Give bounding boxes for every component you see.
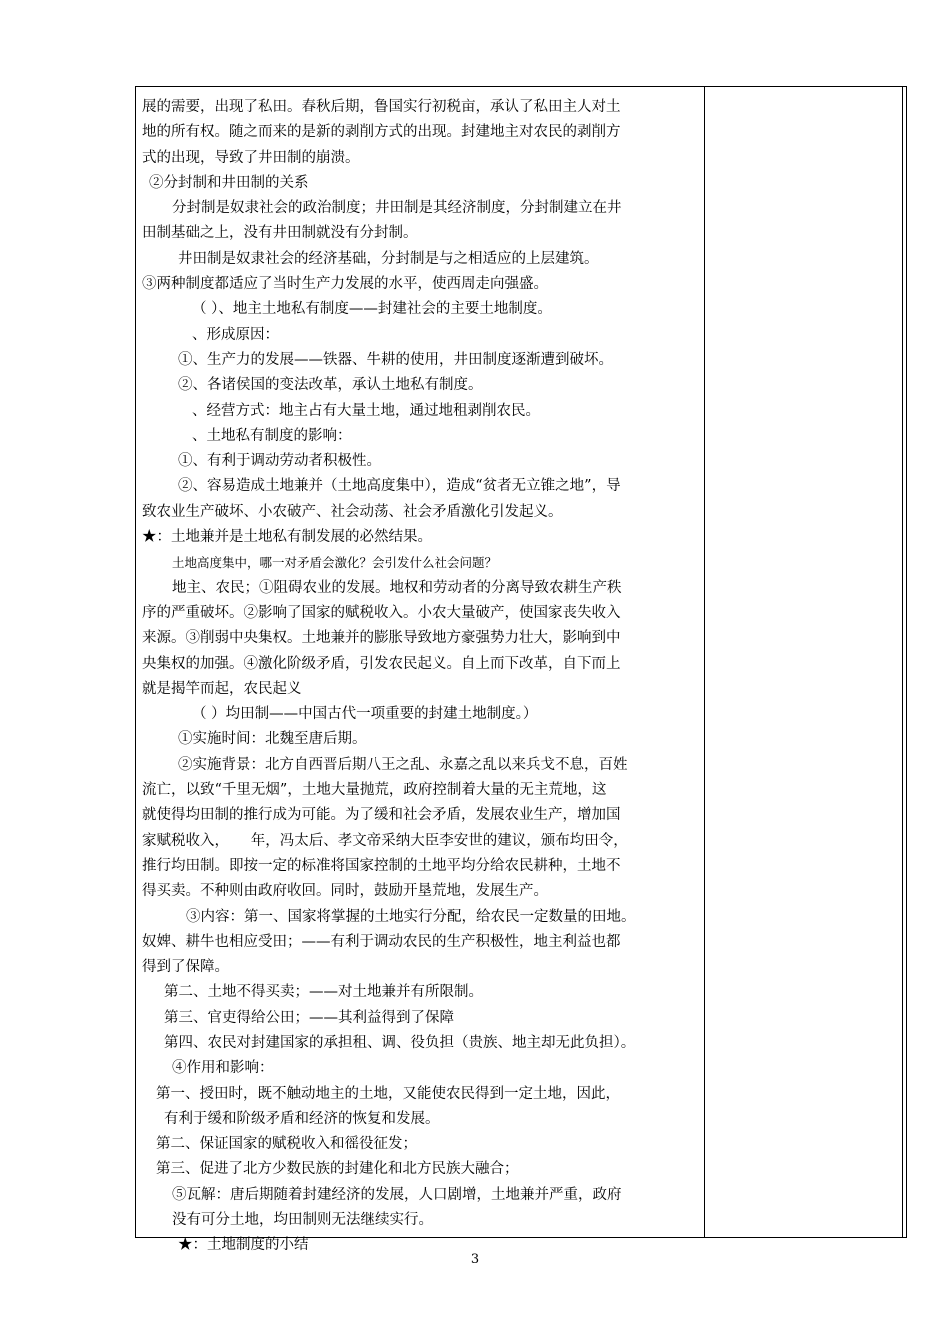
text-line: 家赋税收入， 年，冯太后、孝文帝采纳大臣李安世的建议，颁布均田令， <box>142 832 628 849</box>
text-line: 央集权的加强。④激化阶级矛盾，引发农民起义。自上而下改革，自下而上 <box>142 655 621 672</box>
text-line: 地的所有权。随之而来的是新的剥削方式的出现。封建地主对农民的剥削方 <box>142 124 621 141</box>
column-divider <box>902 87 903 1237</box>
text-line: 来源。③削弱中央集权。土地兼并的膨胀导致地方豪强势力壮大，影响到中 <box>142 630 621 647</box>
text-line: ②、容易造成土地兼并（土地高度集中），造成“贫者无立锥之地”，导 <box>178 478 621 495</box>
text-line: ④作用和影响： <box>172 1060 274 1077</box>
text-line: 得买卖。不种则由政府收回。同时，鼓励开垦荒地，发展生产。 <box>142 883 548 900</box>
text-line: 第一、授田时，既不触动地主的土地，又能使农民得到一定土地，因此， <box>156 1085 620 1102</box>
text-line: ①、生产力的发展——铁器、牛耕的使用，井田制度逐渐遭到破坏。 <box>178 351 613 368</box>
text-line: 展的需要，出现了私田。春秋后期，鲁国实行初税亩，承认了私田主人对土 <box>142 99 621 115</box>
text-line: ③内容：第一、国家将掌握的土地实行分配，给农民一定数量的田地。 <box>186 908 636 925</box>
text-line: 、形成原因： <box>192 326 279 343</box>
page-number: 3 <box>470 1252 480 1267</box>
text-line: （ ）均田制——中国古代一项重要的封建土地制度。） <box>192 706 538 723</box>
text-line: 、经营方式：地主占有大量土地，通过地租剥削农民。 <box>192 402 540 419</box>
text-line: 井田制是奴隶社会的经济基础，分封制是与之相适应的上层建筑。 <box>178 250 599 267</box>
text-line: 土地高度集中，哪一对矛盾会激化？会引发什么社会问题？ <box>172 555 498 571</box>
text-line: 致农业生产破坏、小农破产、社会动荡、社会矛盾激化引发起义。 <box>142 503 563 520</box>
document-table <box>135 86 907 1254</box>
text-line: （ ）、地主土地私有制度——封建社会的主要土地制度。 <box>192 301 552 318</box>
text-line: 序的严重破坏。②影响了国家的赋税收入。小农大量破产，使国家丧失收入 <box>142 604 621 621</box>
text-line: 地主、农民；①阻碍农业的发展。地权和劳动者的分离导致农耕生产秩 <box>172 579 622 596</box>
text-line: ②实施背景：北方自西晋后期八王之乱、永嘉之乱以来兵戈不息，百姓 <box>178 756 628 773</box>
text-line: 没有可分土地，均田制则无法继续实行。 <box>172 1212 433 1229</box>
text-line: ②分封制和井田制的关系 <box>149 174 309 191</box>
text-line: ★：土地制度的小结 <box>178 1237 309 1254</box>
text-line: 就是揭竿而起，农民起义 <box>142 680 302 697</box>
text-line: ⑤瓦解：唐后期随着封建经济的发展，人口剧增，土地兼并严重，政府 <box>172 1186 622 1203</box>
text-line: 得到了保障。 <box>142 959 229 976</box>
column-divider <box>704 87 705 1237</box>
text-line: ③两种制度都适应了当时生产力发展的水平，使西周走向强盛。 <box>142 276 548 293</box>
text-line: 就使得均田制的推行成为可能。为了缓和社会矛盾，发展农业生产，增加国 <box>142 807 621 824</box>
text-line: 田制基础之上，没有井田制就没有分封制。 <box>142 225 418 242</box>
text-line: 第二、保证国家的赋税收入和徭役征发； <box>156 1136 417 1153</box>
text-line: 第三、官吏得给公田；——其利益得到了保障 <box>164 1009 454 1026</box>
main-text-column <box>142 95 700 1259</box>
text-line: ①实施时间：北魏至唐后期。 <box>178 731 367 748</box>
text-line: 、土地私有制度的影响： <box>192 427 352 444</box>
text-line: 第四、农民对封建国家的承担租、调、役负担（贵族、地主却无此负担）。 <box>164 1034 636 1051</box>
text-line: 奴婢、耕牛也相应受田；——有利于调动农民的生产积极性，地主利益也都 <box>142 933 621 950</box>
text-line: 推行均田制。即按一定的标准将国家控制的土地平均分给农民耕种，土地不 <box>142 857 621 874</box>
text-line: ①、有利于调动劳动者积极性。 <box>178 453 381 470</box>
text-line: ②、各诸侯国的变法改革，承认土地私有制度。 <box>178 377 483 394</box>
text-line: 第三、促进了北方少数民族的封建化和北方民族大融合； <box>156 1161 519 1178</box>
text-line: 分封制是奴隶社会的政治制度；井田制是其经济制度，分封制建立在井 <box>172 200 622 217</box>
text-line: 有利于缓和阶级矛盾和经济的恢复和发展。 <box>164 1110 440 1127</box>
text-line: 式的出现，导致了井田制的崩溃。 <box>142 149 360 166</box>
text-line: 第二、土地不得买卖；——对土地兼并有所限制。 <box>164 984 483 1001</box>
text-line: 流亡，以致“千里无烟”，土地大量抛荒，政府控制着大量的无主荒地，这 <box>142 782 607 799</box>
text-line: ★：土地兼并是土地私有制发展的必然结果。 <box>142 529 432 546</box>
